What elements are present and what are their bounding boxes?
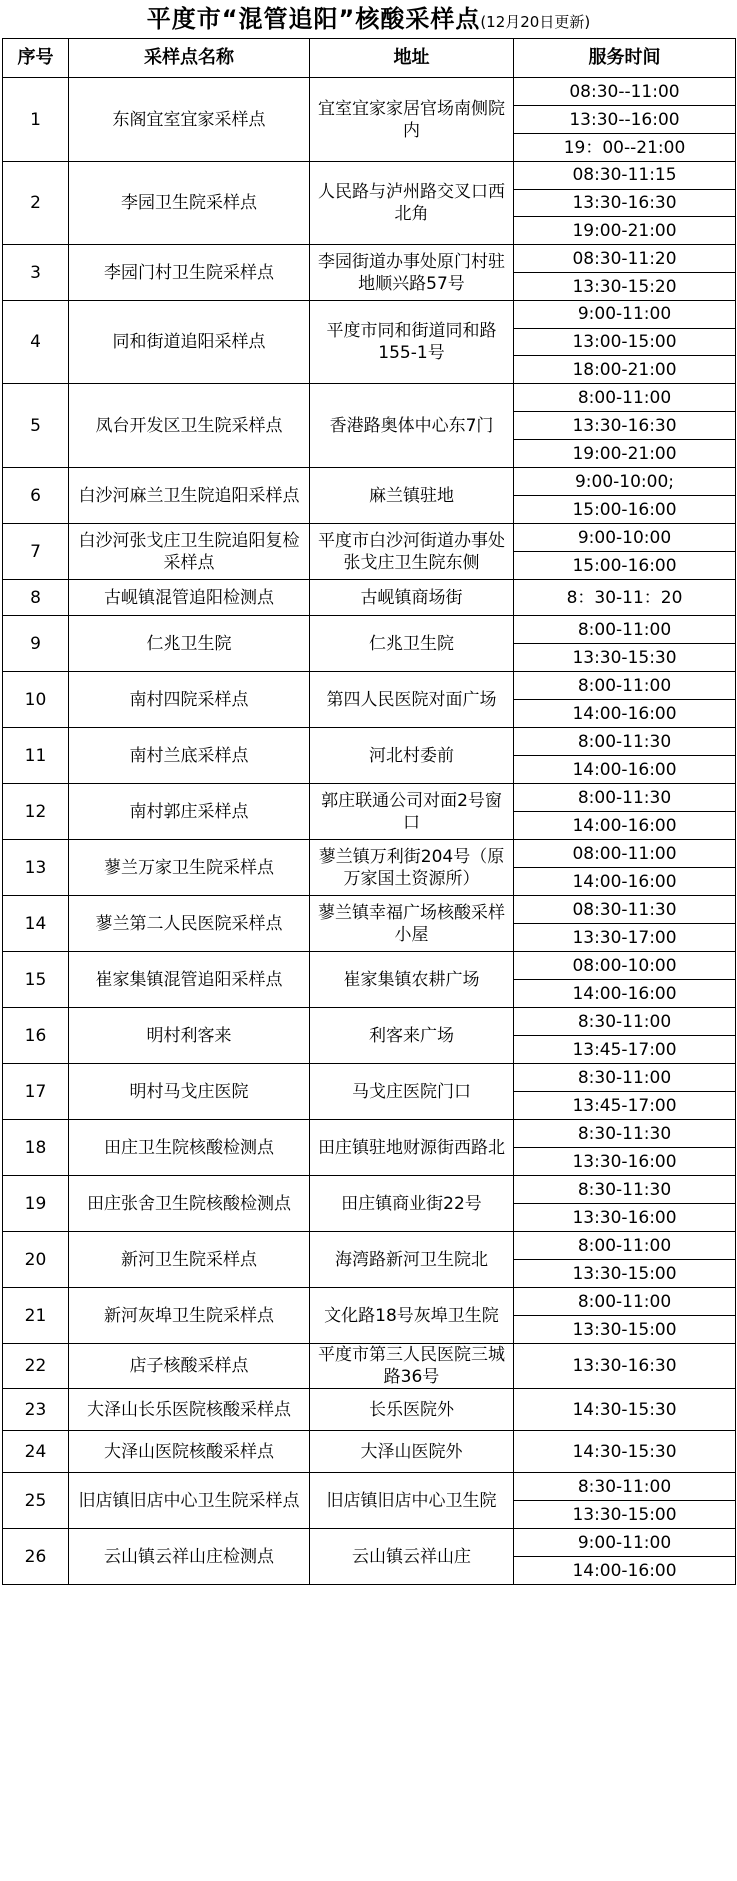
time-slot: 13:30-15:30 bbox=[514, 643, 735, 671]
time-slot: 13:30-15:20 bbox=[514, 272, 735, 300]
header-service-hours: 服务时间 bbox=[514, 39, 736, 78]
cell-address: 文化路18号灰埠卫生院 bbox=[310, 1288, 514, 1344]
cell-service-hours bbox=[514, 728, 736, 784]
cell-site-name: 仁兆卫生院 bbox=[69, 616, 310, 672]
cell-service-hours bbox=[514, 1288, 736, 1344]
time-slot: 8:00-11:00 bbox=[577, 619, 672, 640]
cell-number: 1 bbox=[3, 78, 69, 162]
cell-service-hours bbox=[514, 1064, 736, 1120]
table-row bbox=[3, 1389, 736, 1431]
cell-address: 田庄镇商业街22号 bbox=[310, 1176, 514, 1232]
cell-site-name: 白沙河麻兰卫生院追阳采样点 bbox=[69, 468, 310, 524]
cell-number: 7 bbox=[3, 524, 69, 580]
cell-address: 人民路与泸州路交叉口西北角 bbox=[310, 162, 514, 245]
table-row bbox=[3, 672, 736, 728]
cell-site-name: 蓼兰第二人民医院采样点 bbox=[69, 896, 310, 952]
sampling-sites-table bbox=[2, 38, 736, 1585]
cell-number: 8 bbox=[3, 580, 69, 616]
cell-site-name: 大泽山医院核酸采样点 bbox=[69, 1431, 310, 1473]
table-row bbox=[3, 384, 736, 468]
table-row bbox=[3, 784, 736, 840]
time-slot: 14:00-16:00 bbox=[514, 811, 735, 839]
time-slot: 13:30-16:30 bbox=[514, 189, 735, 217]
time-slot: 8:30-11:00 bbox=[577, 1011, 672, 1032]
time-slot: 13:30-16:30 bbox=[514, 411, 735, 439]
table-body bbox=[3, 78, 736, 1585]
cell-address: 香港路奥体中心东7门 bbox=[310, 384, 514, 468]
time-slot: 08:00-10:00 bbox=[572, 955, 677, 976]
table-row bbox=[3, 728, 736, 784]
cell-service-hours bbox=[514, 1344, 736, 1389]
cell-service-hours bbox=[514, 616, 736, 672]
time-slot: 8:00-11:00 bbox=[577, 1291, 672, 1312]
time-slot: 8:30-11:30 bbox=[577, 1179, 672, 1200]
cell-service-hours bbox=[514, 162, 736, 245]
cell-address: 崔家集镇农耕广场 bbox=[310, 952, 514, 1008]
cell-number: 25 bbox=[3, 1473, 69, 1529]
cell-address: 河北村委前 bbox=[310, 728, 514, 784]
time-slot: 9:00-11:00 bbox=[577, 304, 672, 325]
cell-service-hours bbox=[514, 896, 736, 952]
time-slot: 14:00-16:00 bbox=[514, 699, 735, 727]
table-row bbox=[3, 840, 736, 896]
cell-service-hours bbox=[514, 784, 736, 840]
cell-service-hours bbox=[514, 78, 736, 162]
cell-site-name: 白沙河张戈庄卫生院追阳复检采样点 bbox=[69, 524, 310, 580]
cell-site-name: 南村四院采样点 bbox=[69, 672, 310, 728]
cell-service-hours bbox=[514, 301, 736, 384]
cell-site-name: 南村郭庄采样点 bbox=[69, 784, 310, 840]
cell-service-hours bbox=[514, 580, 736, 616]
cell-address: 蓼兰镇万利街204号（原万家国土资源所） bbox=[310, 840, 514, 896]
time-slot: 13:30-17:00 bbox=[514, 923, 735, 951]
cell-address: 田庄镇驻地财源街西路北 bbox=[310, 1120, 514, 1176]
cell-service-hours bbox=[514, 952, 736, 1008]
cell-number: 17 bbox=[3, 1064, 69, 1120]
header-site-name: 采样点名称 bbox=[69, 39, 310, 78]
cell-number: 19 bbox=[3, 1176, 69, 1232]
table-row bbox=[3, 1064, 736, 1120]
cell-address: 第四人民医院对面广场 bbox=[310, 672, 514, 728]
cell-number: 3 bbox=[3, 245, 69, 301]
cell-number: 15 bbox=[3, 952, 69, 1008]
time-slot: 8:30-11:00 bbox=[577, 1476, 672, 1497]
cell-site-name: 店子核酸采样点 bbox=[69, 1344, 310, 1389]
cell-service-hours bbox=[514, 1008, 736, 1064]
cell-site-name: 南村兰底采样点 bbox=[69, 728, 310, 784]
cell-service-hours bbox=[514, 672, 736, 728]
cell-address: 云山镇云祥山庄 bbox=[310, 1529, 514, 1585]
page-title bbox=[0, 0, 737, 38]
cell-number: 22 bbox=[3, 1344, 69, 1389]
time-slot: 14:30-15:30 bbox=[572, 1441, 677, 1462]
cell-number: 20 bbox=[3, 1232, 69, 1288]
time-slot: 13:30--16:00 bbox=[514, 105, 735, 133]
table-row bbox=[3, 1008, 736, 1064]
cell-service-hours bbox=[514, 468, 736, 524]
cell-service-hours bbox=[514, 245, 736, 301]
cell-number: 16 bbox=[3, 1008, 69, 1064]
cell-number: 6 bbox=[3, 468, 69, 524]
time-slot: 13:30-15:00 bbox=[514, 1500, 735, 1528]
cell-service-hours bbox=[514, 384, 736, 468]
time-slot: 15:00-16:00 bbox=[514, 551, 735, 579]
cell-site-name: 崔家集镇混管追阳采样点 bbox=[69, 952, 310, 1008]
cell-service-hours bbox=[514, 524, 736, 580]
cell-number: 13 bbox=[3, 840, 69, 896]
cell-address: 仁兆卫生院 bbox=[310, 616, 514, 672]
time-slot: 9:00-10:00; bbox=[574, 471, 675, 492]
cell-site-name: 东阁宜室宜家采样点 bbox=[69, 78, 310, 162]
table-row bbox=[3, 616, 736, 672]
time-slot: 8:00-11:00 bbox=[577, 675, 672, 696]
header-number: 序号 bbox=[3, 39, 69, 78]
title-main: 平度市“混管追阳”核酸采样点 bbox=[146, 5, 481, 33]
time-slot: 08:30--11:00 bbox=[569, 81, 680, 102]
cell-address: 海湾路新河卫生院北 bbox=[310, 1232, 514, 1288]
time-slot: 13:45-17:00 bbox=[514, 1035, 735, 1063]
cell-address: 大泽山医院外 bbox=[310, 1431, 514, 1473]
cell-site-name: 蓼兰万家卫生院采样点 bbox=[69, 840, 310, 896]
table-row bbox=[3, 896, 736, 952]
time-slot: 19：00--21:00 bbox=[514, 133, 735, 161]
cell-number: 23 bbox=[3, 1389, 69, 1431]
cell-service-hours bbox=[514, 1176, 736, 1232]
cell-address: 宜室宜家家居官场南侧院内 bbox=[310, 78, 514, 162]
cell-address: 长乐医院外 bbox=[310, 1389, 514, 1431]
time-slot: 19:00-21:00 bbox=[514, 439, 735, 467]
cell-site-name: 李园卫生院采样点 bbox=[69, 162, 310, 245]
cell-site-name: 旧店镇旧店中心卫生院采样点 bbox=[69, 1473, 310, 1529]
table-row bbox=[3, 1176, 736, 1232]
time-slot: 13:30-16:30 bbox=[572, 1356, 677, 1376]
cell-site-name: 新河灰埠卫生院采样点 bbox=[69, 1288, 310, 1344]
cell-site-name: 田庄张舍卫生院核酸检测点 bbox=[69, 1176, 310, 1232]
cell-address: 郭庄联通公司对面2号窗口 bbox=[310, 784, 514, 840]
time-slot: 18:00-21:00 bbox=[514, 355, 735, 383]
time-slot: 13:30-16:00 bbox=[514, 1203, 735, 1231]
cell-address: 马戈庄医院门口 bbox=[310, 1064, 514, 1120]
table-row bbox=[3, 78, 736, 162]
cell-address: 平度市同和街道同和路155-1号 bbox=[310, 301, 514, 384]
cell-address: 平度市第三人民医院三城路36号 bbox=[310, 1344, 514, 1389]
cell-number: 14 bbox=[3, 896, 69, 952]
time-slot: 19:00-21:00 bbox=[514, 216, 735, 244]
time-slot: 15:00-16:00 bbox=[514, 495, 735, 523]
cell-address: 旧店镇旧店中心卫生院 bbox=[310, 1473, 514, 1529]
time-slot: 13:30-15:00 bbox=[514, 1259, 735, 1287]
header-address: 地址 bbox=[310, 39, 514, 78]
table-row bbox=[3, 1344, 736, 1389]
table-row bbox=[3, 245, 736, 301]
cell-number: 18 bbox=[3, 1120, 69, 1176]
time-slot: 14:00-16:00 bbox=[514, 755, 735, 783]
cell-site-name: 田庄卫生院核酸检测点 bbox=[69, 1120, 310, 1176]
table-row bbox=[3, 1473, 736, 1529]
table-row bbox=[3, 301, 736, 384]
cell-number: 12 bbox=[3, 784, 69, 840]
time-slot: 9:00-11:00 bbox=[577, 1532, 672, 1553]
time-slot: 08:30-11:20 bbox=[572, 248, 677, 269]
time-slot: 14:30-15:30 bbox=[572, 1399, 677, 1420]
time-slot: 08:30-11:30 bbox=[572, 899, 677, 920]
cell-service-hours bbox=[514, 1529, 736, 1585]
cell-number: 4 bbox=[3, 301, 69, 384]
time-slot: 8:00-11:00 bbox=[577, 1235, 672, 1256]
cell-site-name: 大泽山长乐医院核酸采样点 bbox=[69, 1389, 310, 1431]
time-slot: 8:30-11:00 bbox=[577, 1067, 672, 1088]
cell-site-name: 凤台开发区卫生院采样点 bbox=[69, 384, 310, 468]
time-slot: 08:00-11:00 bbox=[572, 843, 677, 864]
cell-service-hours bbox=[514, 1473, 736, 1529]
cell-number: 24 bbox=[3, 1431, 69, 1473]
cell-service-hours bbox=[514, 1120, 736, 1176]
cell-number: 2 bbox=[3, 162, 69, 245]
table-row bbox=[3, 952, 736, 1008]
table-row bbox=[3, 1120, 736, 1176]
table-row bbox=[3, 1288, 736, 1344]
time-slot: 08:30-11:15 bbox=[572, 165, 677, 186]
time-slot: 9:00-10:00 bbox=[577, 527, 672, 548]
time-slot: 14:00-16:00 bbox=[514, 979, 735, 1007]
time-slot: 8:00-11:30 bbox=[577, 787, 672, 808]
time-slot: 14:00-16:00 bbox=[514, 867, 735, 895]
cell-number: 11 bbox=[3, 728, 69, 784]
cell-site-name: 李园门村卫生院采样点 bbox=[69, 245, 310, 301]
time-slot: 13:00-15:00 bbox=[514, 328, 735, 356]
table-row bbox=[3, 1232, 736, 1288]
table-row bbox=[3, 580, 736, 616]
table-row bbox=[3, 162, 736, 245]
table-row bbox=[3, 468, 736, 524]
cell-site-name: 云山镇云祥山庄检测点 bbox=[69, 1529, 310, 1585]
cell-site-name: 明村马戈庄医院 bbox=[69, 1064, 310, 1120]
cell-site-name: 明村利客来 bbox=[69, 1008, 310, 1064]
time-slot: 13:30-16:00 bbox=[514, 1147, 735, 1175]
cell-service-hours bbox=[514, 1232, 736, 1288]
cell-site-name: 同和街道追阳采样点 bbox=[69, 301, 310, 384]
table-row bbox=[3, 1529, 736, 1585]
cell-address: 古岘镇商场街 bbox=[310, 580, 514, 616]
time-slot: 14:00-16:00 bbox=[514, 1556, 735, 1584]
cell-service-hours bbox=[514, 840, 736, 896]
cell-number: 9 bbox=[3, 616, 69, 672]
table-header-row bbox=[3, 39, 736, 78]
cell-number: 21 bbox=[3, 1288, 69, 1344]
time-slot: 13:45-17:00 bbox=[514, 1091, 735, 1119]
time-slot: 8:00-11:30 bbox=[577, 731, 672, 752]
time-slot: 8:30-11:30 bbox=[577, 1123, 672, 1144]
time-slot: 8:00-11:00 bbox=[577, 387, 672, 408]
cell-address: 蓼兰镇幸福广场核酸采样小屋 bbox=[310, 896, 514, 952]
cell-site-name: 新河卫生院采样点 bbox=[69, 1232, 310, 1288]
cell-service-hours bbox=[514, 1389, 736, 1431]
cell-address: 麻兰镇驻地 bbox=[310, 468, 514, 524]
cell-address: 利客来广场 bbox=[310, 1008, 514, 1064]
title-update-date: (12月20日更新) bbox=[480, 13, 591, 31]
cell-service-hours bbox=[514, 1431, 736, 1473]
cell-address: 平度市白沙河街道办事处张戈庄卫生院东侧 bbox=[310, 524, 514, 580]
table-row bbox=[3, 524, 736, 580]
time-slot: 13:30-15:00 bbox=[514, 1315, 735, 1343]
cell-address: 李园街道办事处原门村驻地顺兴路57号 bbox=[310, 245, 514, 301]
cell-site-name: 古岘镇混管追阳检测点 bbox=[69, 580, 310, 616]
time-slot: 8：30-11：20 bbox=[566, 587, 683, 608]
cell-number: 26 bbox=[3, 1529, 69, 1585]
cell-number: 10 bbox=[3, 672, 69, 728]
table-row bbox=[3, 1431, 736, 1473]
cell-number: 5 bbox=[3, 384, 69, 468]
